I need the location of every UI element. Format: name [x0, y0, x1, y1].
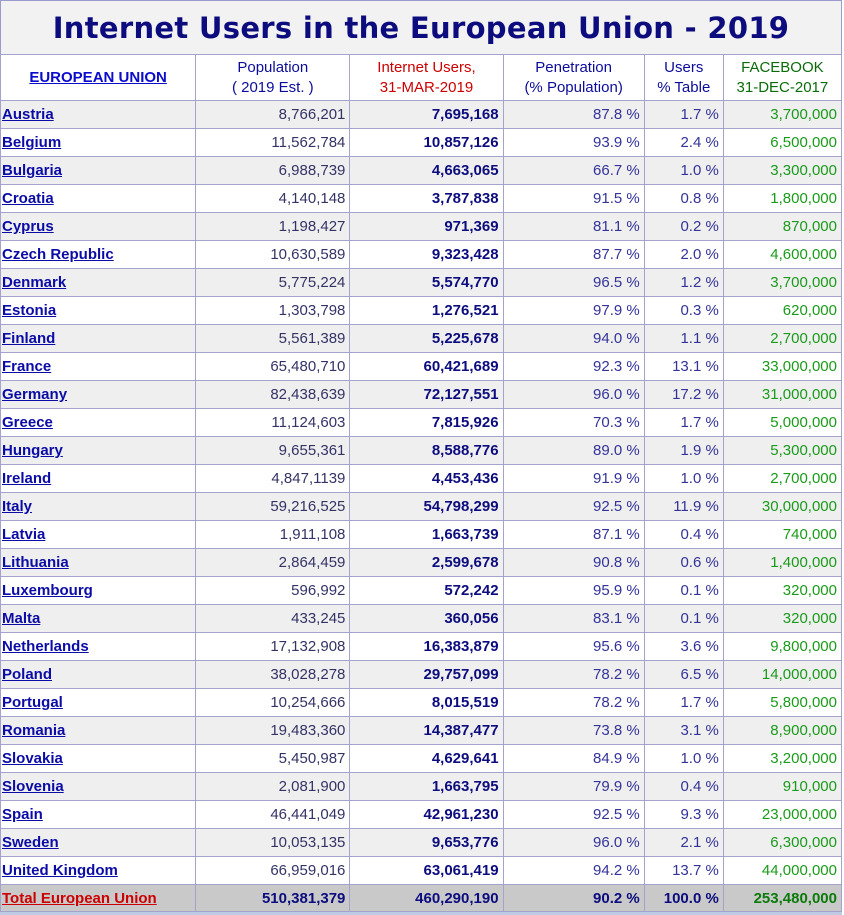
users-share-cell: 0.6 %: [645, 549, 723, 576]
population-cell: 46,441,049: [196, 801, 349, 828]
internet-users-cell: 2,599,678: [350, 549, 502, 576]
table-row: [1, 129, 841, 156]
facebook-cell: 320,000: [724, 577, 841, 604]
population-cell: 1,198,427: [196, 213, 349, 240]
country-link[interactable]: Poland: [1, 661, 195, 688]
country-link[interactable]: Denmark: [1, 269, 195, 296]
table-row: [1, 661, 841, 688]
table-row: [1, 213, 841, 240]
internet-users-cell: 360,056: [350, 605, 502, 632]
population-cell: 9,655,361: [196, 437, 349, 464]
internet-users-cell: 5,225,678: [350, 325, 502, 352]
users-share-cell: 1.7 %: [645, 409, 723, 436]
table-row: [1, 549, 841, 576]
facebook-cell: 2,700,000: [724, 465, 841, 492]
users-share-cell: 0.2 %: [645, 213, 723, 240]
population-cell: 2,081,900: [196, 773, 349, 800]
facebook-cell: 620,000: [724, 297, 841, 324]
internet-users-cell: 10,857,126: [350, 129, 502, 156]
population-cell: 66,959,016: [196, 857, 349, 884]
eu-internet-table: [0, 54, 842, 912]
table-row: [1, 493, 841, 520]
country-link[interactable]: Slovakia: [1, 745, 195, 772]
penetration-cell: 78.2 %: [504, 661, 644, 688]
internet-users-cell: 7,695,168: [350, 101, 502, 128]
internet-users-cell: 3,787,838: [350, 185, 502, 212]
country-link[interactable]: United Kingdom: [1, 857, 195, 884]
table-row: [1, 633, 841, 660]
table-row: [1, 185, 841, 212]
country-link[interactable]: Italy: [1, 493, 195, 520]
users-share-cell: 3.6 %: [645, 633, 723, 660]
internet-users-cell: 1,276,521: [350, 297, 502, 324]
country-link[interactable]: Germany: [1, 381, 195, 408]
internet-users-cell: 14,387,477: [350, 717, 502, 744]
header-penetration-line2: (% Population): [524, 78, 623, 96]
users-share-cell: 0.1 %: [645, 577, 723, 604]
facebook-cell: 3,700,000: [724, 101, 841, 128]
header-internet-users-line1: Internet Users,: [377, 58, 476, 76]
population-cell: 5,775,224: [196, 269, 349, 296]
internet-users-cell: 1,663,795: [350, 773, 502, 800]
table-row: [1, 857, 841, 884]
users-share-cell: 1.7 %: [645, 689, 723, 716]
penetration-cell: 91.5 %: [504, 185, 644, 212]
page-title: Internet Users in the European Union - 2019: [0, 0, 842, 54]
table-row: [1, 101, 841, 128]
internet-users-cell: 1,663,739: [350, 521, 502, 548]
country-link[interactable]: Finland: [1, 325, 195, 352]
users-share-cell: 3.1 %: [645, 717, 723, 744]
internet-users-cell: 63,061,419: [350, 857, 502, 884]
facebook-cell: 33,000,000: [724, 353, 841, 380]
population-cell: 4,847,1139: [196, 465, 349, 492]
table-row: [1, 381, 841, 408]
population-cell: 2,864,459: [196, 549, 349, 576]
penetration-cell: 96.0 %: [504, 381, 644, 408]
table-row: [1, 241, 841, 268]
users-share-cell: 100.0 %: [645, 885, 723, 911]
penetration-cell: 73.8 %: [504, 717, 644, 744]
total-row: [1, 885, 841, 911]
users-share-cell: 1.7 %: [645, 101, 723, 128]
table-row: [1, 521, 841, 548]
users-share-cell: 13.7 %: [645, 857, 723, 884]
population-cell: 10,053,135: [196, 829, 349, 856]
header-facebook-line2: 31-DEC-2017: [736, 78, 829, 96]
population-cell: 59,216,525: [196, 493, 349, 520]
country-link[interactable]: Luxembourg: [1, 577, 195, 604]
country-link[interactable]: Latvia: [1, 521, 195, 548]
facebook-cell: 14,000,000: [724, 661, 841, 688]
table-row: [1, 465, 841, 492]
internet-users-cell: 4,663,065: [350, 157, 502, 184]
population-cell: 5,561,389: [196, 325, 349, 352]
table-row: [1, 745, 841, 772]
users-share-cell: 2.4 %: [645, 129, 723, 156]
internet-users-cell: 4,629,641: [350, 745, 502, 772]
users-share-cell: 13.1 %: [645, 353, 723, 380]
header-internet-users-line2: 31-MAR-2019: [379, 78, 474, 96]
internet-users-cell: 5,574,770: [350, 269, 502, 296]
population-cell: 4,140,148: [196, 185, 349, 212]
penetration-cell: 89.0 %: [504, 437, 644, 464]
internet-users-cell: 460,290,190: [350, 885, 502, 911]
population-cell: 1,911,108: [196, 521, 349, 548]
country-link[interactable]: France: [1, 353, 195, 380]
table-row: [1, 689, 841, 716]
users-share-cell: 0.1 %: [645, 605, 723, 632]
users-share-cell: 11.9 %: [645, 493, 723, 520]
internet-users-cell: 572,242: [350, 577, 502, 604]
header-penetration: [504, 55, 644, 100]
penetration-cell: 97.9 %: [504, 297, 644, 324]
internet-users-cell: 72,127,551: [350, 381, 502, 408]
table-row: [1, 773, 841, 800]
facebook-cell: 3,200,000: [724, 745, 841, 772]
country-link[interactable]: Portugal: [1, 689, 195, 716]
users-share-cell: 2.0 %: [645, 241, 723, 268]
facebook-cell: 6,500,000: [724, 129, 841, 156]
facebook-cell: 1,400,000: [724, 549, 841, 576]
internet-users-cell: 971,369: [350, 213, 502, 240]
header-european-union-link[interactable]: EUROPEAN UNION: [1, 55, 195, 100]
facebook-cell: 910,000: [724, 773, 841, 800]
population-cell: 65,480,710: [196, 353, 349, 380]
penetration-cell: 96.0 %: [504, 829, 644, 856]
country-link[interactable]: Malta: [1, 605, 195, 632]
users-share-cell: 1.0 %: [645, 157, 723, 184]
header-penetration-line1: Penetration: [535, 58, 612, 76]
users-share-cell: 1.9 %: [645, 437, 723, 464]
population-cell: 11,124,603: [196, 409, 349, 436]
penetration-cell: 66.7 %: [504, 157, 644, 184]
table-row: [1, 829, 841, 856]
facebook-cell: 4,600,000: [724, 241, 841, 268]
facebook-cell: 23,000,000: [724, 801, 841, 828]
total-european-union-link[interactable]: Total European Union: [1, 885, 195, 911]
population-cell: 19,483,360: [196, 717, 349, 744]
penetration-cell: 92.5 %: [504, 493, 644, 520]
penetration-cell: 92.3 %: [504, 353, 644, 380]
users-share-cell: 1.0 %: [645, 465, 723, 492]
penetration-cell: 87.8 %: [504, 101, 644, 128]
population-cell: 596,992: [196, 577, 349, 604]
header-facebook: [724, 55, 841, 100]
population-cell: 10,254,666: [196, 689, 349, 716]
country-link[interactable]: Netherlands: [1, 633, 195, 660]
table-row: [1, 605, 841, 632]
users-share-cell: 0.3 %: [645, 297, 723, 324]
country-link[interactable]: Croatia: [1, 185, 195, 212]
facebook-cell: 5,800,000: [724, 689, 841, 716]
country-link[interactable]: Hungary: [1, 437, 195, 464]
header-population-line1: Population: [237, 58, 309, 76]
country-link[interactable]: Romania: [1, 717, 195, 744]
penetration-cell: 83.1 %: [504, 605, 644, 632]
country-link[interactable]: Sweden: [1, 829, 195, 856]
table-row: [1, 353, 841, 380]
country-link[interactable]: Bulgaria: [1, 157, 195, 184]
population-cell: 510,381,379: [196, 885, 349, 911]
table-row: [1, 409, 841, 436]
facebook-cell: 740,000: [724, 521, 841, 548]
header-users-share-line2: % Table: [657, 78, 711, 96]
penetration-cell: 95.9 %: [504, 577, 644, 604]
country-link[interactable]: Estonia: [1, 297, 195, 324]
table-row: [1, 437, 841, 464]
population-cell: 1,303,798: [196, 297, 349, 324]
penetration-cell: 78.2 %: [504, 689, 644, 716]
penetration-cell: 94.2 %: [504, 857, 644, 884]
country-link[interactable]: Ireland: [1, 465, 195, 492]
population-cell: 10,630,589: [196, 241, 349, 268]
table-row: [1, 577, 841, 604]
facebook-cell: 6,300,000: [724, 829, 841, 856]
internet-users-cell: 8,588,776: [350, 437, 502, 464]
penetration-cell: 93.9 %: [504, 129, 644, 156]
table-body: [1, 101, 841, 911]
penetration-cell: 79.9 %: [504, 773, 644, 800]
header-facebook-line1: FACEBOOK: [741, 58, 824, 76]
users-share-cell: 6.5 %: [645, 661, 723, 688]
table-row: [1, 269, 841, 296]
users-share-cell: 9.3 %: [645, 801, 723, 828]
country-link[interactable]: Lithuania: [1, 549, 195, 576]
facebook-cell: 5,300,000: [724, 437, 841, 464]
facebook-cell: 31,000,000: [724, 381, 841, 408]
country-link[interactable]: Czech Republic: [1, 241, 195, 268]
users-share-cell: 1.0 %: [645, 745, 723, 772]
population-cell: 17,132,908: [196, 633, 349, 660]
facebook-cell: 3,700,000: [724, 269, 841, 296]
facebook-cell: 320,000: [724, 605, 841, 632]
country-link[interactable]: Belgium: [1, 129, 195, 156]
facebook-cell: 2,700,000: [724, 325, 841, 352]
internet-users-cell: 42,961,230: [350, 801, 502, 828]
users-share-cell: 0.4 %: [645, 773, 723, 800]
penetration-cell: 90.8 %: [504, 549, 644, 576]
users-share-cell: 1.1 %: [645, 325, 723, 352]
penetration-cell: 94.0 %: [504, 325, 644, 352]
population-cell: 6,988,739: [196, 157, 349, 184]
penetration-cell: 87.7 %: [504, 241, 644, 268]
penetration-cell: 81.1 %: [504, 213, 644, 240]
country-link[interactable]: Slovenia: [1, 773, 195, 800]
internet-users-cell: 29,757,099: [350, 661, 502, 688]
country-link[interactable]: Cyprus: [1, 213, 195, 240]
users-share-cell: 1.2 %: [645, 269, 723, 296]
users-share-cell: 0.4 %: [645, 521, 723, 548]
header-internet-users: [350, 55, 502, 100]
header-population-line2: ( 2019 Est. ): [231, 78, 314, 96]
users-share-cell: 0.8 %: [645, 185, 723, 212]
population-cell: 11,562,784: [196, 129, 349, 156]
users-share-cell: 17.2 %: [645, 381, 723, 408]
penetration-cell: 91.9 %: [504, 465, 644, 492]
population-cell: 82,438,639: [196, 381, 349, 408]
internet-users-cell: 54,798,299: [350, 493, 502, 520]
table-row: [1, 297, 841, 324]
facebook-cell: 3,300,000: [724, 157, 841, 184]
table-row: [1, 801, 841, 828]
header-users-share: [645, 55, 723, 100]
penetration-cell: 90.2 %: [504, 885, 644, 911]
penetration-cell: 95.6 %: [504, 633, 644, 660]
facebook-cell: 30,000,000: [724, 493, 841, 520]
table-row: [1, 157, 841, 184]
header-population: [196, 55, 349, 100]
internet-users-cell: 9,653,776: [350, 829, 502, 856]
internet-users-cell: 9,323,428: [350, 241, 502, 268]
penetration-cell: 92.5 %: [504, 801, 644, 828]
internet-users-cell: 8,015,519: [350, 689, 502, 716]
facebook-cell: 870,000: [724, 213, 841, 240]
header-row: [1, 55, 841, 100]
table-row: [1, 325, 841, 352]
penetration-cell: 70.3 %: [504, 409, 644, 436]
facebook-cell: 5,000,000: [724, 409, 841, 436]
header-users-share-line1: Users: [664, 58, 704, 76]
internet-users-cell: 16,383,879: [350, 633, 502, 660]
facebook-cell: 44,000,000: [724, 857, 841, 884]
population-cell: 8,766,201: [196, 101, 349, 128]
internet-users-cell: 7,815,926: [350, 409, 502, 436]
country-link[interactable]: Austria: [1, 101, 195, 128]
penetration-cell: 84.9 %: [504, 745, 644, 772]
facebook-cell: 9,800,000: [724, 633, 841, 660]
table-row: [1, 717, 841, 744]
population-cell: 5,450,987: [196, 745, 349, 772]
penetration-cell: 87.1 %: [504, 521, 644, 548]
internet-users-cell: 60,421,689: [350, 353, 502, 380]
population-cell: 433,245: [196, 605, 349, 632]
facebook-cell: 253,480,000: [724, 885, 841, 911]
facebook-cell: 1,800,000: [724, 185, 841, 212]
country-link[interactable]: Spain: [1, 801, 195, 828]
users-share-cell: 2.1 %: [645, 829, 723, 856]
penetration-cell: 96.5 %: [504, 269, 644, 296]
country-link[interactable]: Greece: [1, 409, 195, 436]
facebook-cell: 8,900,000: [724, 717, 841, 744]
internet-users-cell: 4,453,436: [350, 465, 502, 492]
population-cell: 38,028,278: [196, 661, 349, 688]
